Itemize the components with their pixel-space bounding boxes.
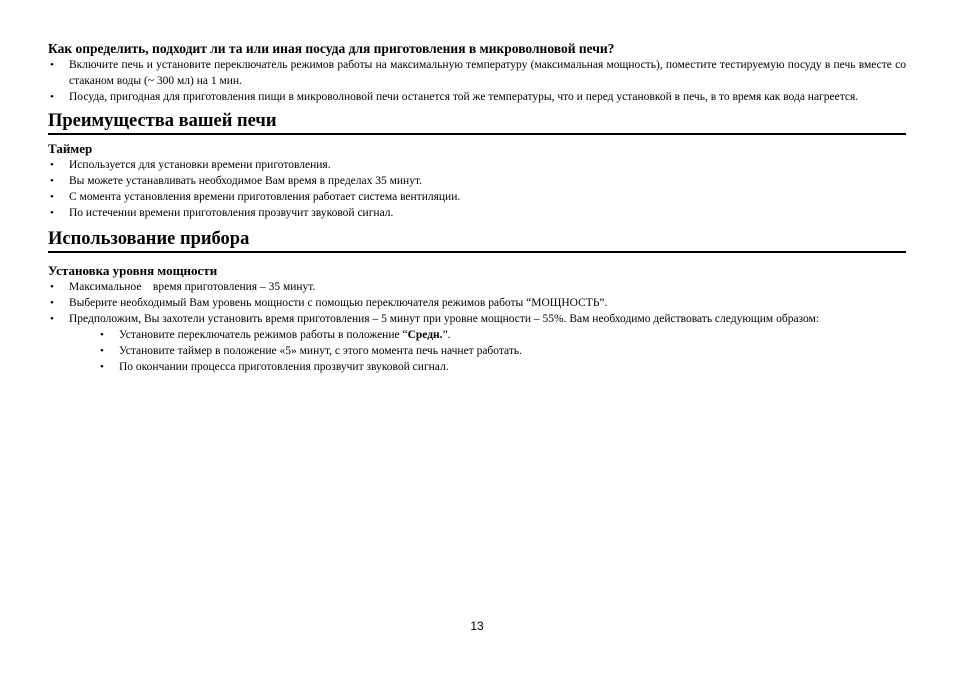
list-item xyxy=(98,327,906,343)
list-item: • Используется для установки времени приготовления. xyxy=(48,157,906,173)
power-level-subheading: Установка уровня мощности xyxy=(48,263,218,278)
list-item: • Выберите необходимый Вам уровень мощности с помощью переключателя режимов работы “МОЩНОСТЬ”. xyxy=(48,295,906,311)
list-item: • Включите печь и установите переключатель режимов работы на максимальную температуру (максимальная мощность), поместите тестируемую посуду в печь вместе со стаканом воды (~ 300 мл) на 1 мин. xyxy=(48,57,906,89)
timer-list xyxy=(48,157,906,221)
manual-page xyxy=(48,40,906,375)
power-steps-list xyxy=(98,327,906,375)
cookware-question-title: Как определить, подходит ли та или иная посуда для приготовления в микроволновой печи? xyxy=(48,41,615,56)
usage-heading: Использование прибора xyxy=(48,228,906,253)
power-level-list xyxy=(48,279,906,327)
step-text: Установите переключатель режимов работы в положение “ xyxy=(119,329,408,341)
medium-mode-label: Средн. xyxy=(407,329,443,341)
advantages-section xyxy=(48,110,906,221)
step-text: ”. xyxy=(442,329,451,341)
page-number: 13 xyxy=(470,619,484,633)
list-item: • Предположим, Вы захотели установить время приготовления – 5 минут при уровне мощности – 55%. Вам необходимо действовать следующим образом: xyxy=(48,311,906,327)
list-item: • Максимальное время приготовления – 35 минут. xyxy=(48,279,906,295)
usage-section xyxy=(48,228,906,375)
list-item: • Установите таймер в положение «5» минут, с этого момента печь начнет работать. xyxy=(98,343,906,359)
list-item: • Посуда, пригодная для приготовления пищи в микроволновой печи останется той же температуры, что и перед установкой в печь, в то время как вода нагреется. xyxy=(48,89,906,105)
cookware-check-list xyxy=(48,57,906,105)
advantages-heading: Преимущества вашей печи xyxy=(48,110,906,135)
timer-subheading: Таймер xyxy=(48,141,93,156)
list-item: • По окончании процесса приготовления прозвучит звуковой сигнал. xyxy=(98,359,906,375)
list-item: • С момента установления времени приготовления работает система вентиляции. xyxy=(48,189,906,205)
cookware-check-section xyxy=(48,40,906,105)
list-item: • По истечении времени приготовления прозвучит звуковой сигнал. xyxy=(48,205,906,221)
list-item: • Вы можете устанавливать необходимое Вам время в пределах 35 минут. xyxy=(48,173,906,189)
